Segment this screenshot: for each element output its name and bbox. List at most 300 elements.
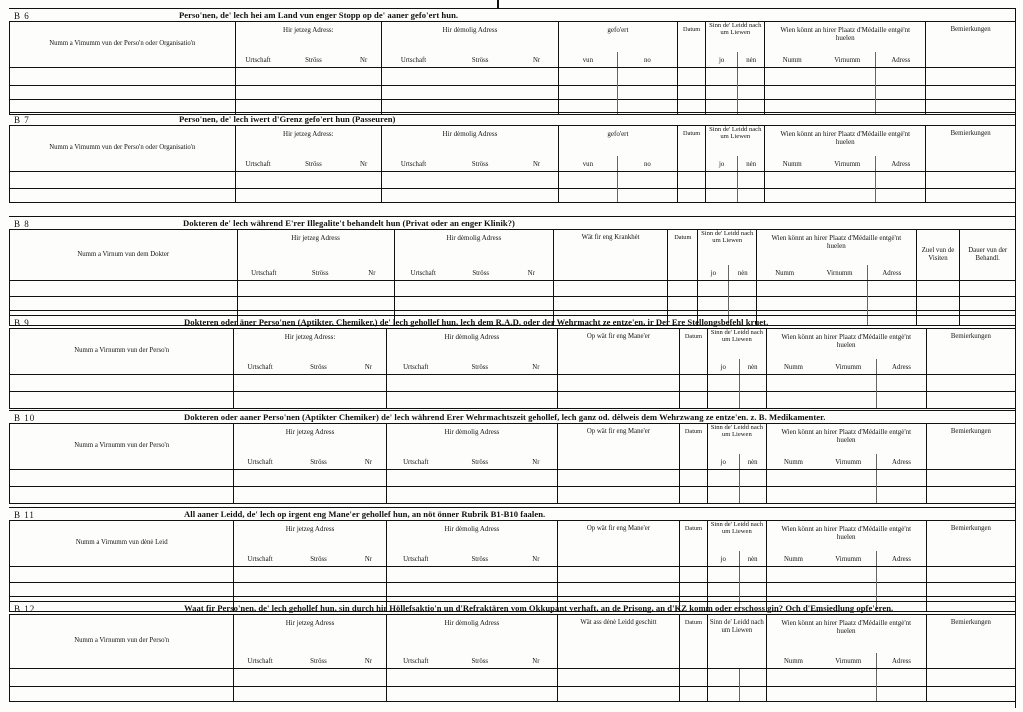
current-street-input[interactable] [286,567,351,583]
former-street-label: Ströss [445,551,515,567]
medal-firstname-input[interactable] [820,687,876,702]
medal-firstname-input[interactable] [820,375,876,392]
section-b6-table [9,21,1016,115]
former-street-label: Ströss [452,265,510,281]
current-street-label: Ströss [281,156,347,172]
former-town-input[interactable] [386,470,445,487]
date-input[interactable] [679,583,707,597]
name-input-cell[interactable] [10,68,236,86]
former-number-input[interactable] [515,86,558,100]
medal-firstname-input[interactable] [819,172,876,189]
detail-input[interactable] [558,392,680,409]
date-column-header: Datum [679,329,707,375]
current-street-input[interactable] [286,392,351,409]
remarks-input[interactable] [926,86,1016,100]
medal-address-input[interactable] [876,172,926,189]
current-street-input[interactable] [286,487,351,504]
current-street-input[interactable] [286,687,351,702]
to-input[interactable] [617,68,677,86]
former-street-input[interactable] [445,583,515,597]
medal-recipient-header: Wien könnt an hirer Plaatz d'Médaille entgė'nt huelen [766,329,926,359]
no-label: nėn [738,52,765,68]
alive-yes-input[interactable] [708,583,740,597]
former-street-input[interactable] [452,297,510,311]
to-input[interactable] [617,189,677,203]
name-input-cell[interactable] [10,392,234,409]
medal-firstname-input[interactable] [812,281,867,297]
medal-firstname-input[interactable] [820,669,876,687]
former-street-input[interactable] [445,470,515,487]
medal-address-input[interactable] [877,375,927,392]
detail-input[interactable] [558,375,680,392]
former-town-input[interactable] [386,687,445,702]
detail-input[interactable] [558,487,680,504]
from-input[interactable] [558,189,617,203]
current-town-label: Urtschaft [237,265,290,281]
medal-name-input[interactable] [765,68,819,86]
section-title: Perso'nen, de' lech iwert d'Grenz gefo'ert hun (Passeuren) [179,114,396,124]
detail-column-header: Wät fir eng Krankhėt [553,230,667,281]
current-number-input[interactable] [351,567,386,583]
date-input[interactable] [679,392,707,409]
alive-yes-input[interactable] [708,470,740,487]
alive-no-input[interactable] [739,487,766,504]
remarks-column-header: Bemierkungen [926,424,1015,470]
name-input-cell[interactable] [10,189,236,203]
medal-address-label: Adress [877,454,927,470]
medal-firstname-input[interactable] [820,470,876,487]
remarks-input[interactable] [926,487,1015,504]
current-street-input[interactable] [286,375,351,392]
name-input-cell[interactable] [10,567,234,583]
former-street-input[interactable] [445,375,515,392]
former-address-header: Hir dėmolig Adress [386,521,557,551]
medal-firstname-input[interactable] [819,68,876,86]
former-number-label: Nr [515,156,558,172]
former-town-input[interactable] [386,392,445,409]
current-number-label: Nr [351,551,386,567]
former-town-label: Urtschaft [386,359,445,375]
name-column-header: Numm a Vimumm vun der Perso'n oder Organisatio'n [10,126,236,172]
medal-name-input[interactable] [766,375,820,392]
current-number-input[interactable] [351,687,386,702]
alive-yes-input[interactable] [706,68,738,86]
former-number-input[interactable] [515,189,558,203]
current-number-input[interactable] [346,172,381,189]
medal-address-input[interactable] [876,189,926,203]
former-number-input[interactable] [510,297,554,311]
former-street-input[interactable] [445,189,515,203]
entry-row [10,375,1016,392]
current-street-input[interactable] [290,297,350,311]
alive-no-input[interactable] [729,281,757,297]
current-street-input[interactable] [286,583,351,597]
medal-name-input[interactable] [766,669,820,687]
from-label: vun [558,52,617,68]
medal-address-input[interactable] [868,297,917,311]
alive-yes-input[interactable] [708,375,740,392]
name-input-cell[interactable] [10,669,234,687]
current-street-input[interactable] [281,172,347,189]
current-number-input[interactable] [351,392,386,409]
medal-name-label: Numm [766,454,820,470]
date-column-header: Datum [679,521,707,567]
current-town-input[interactable] [234,669,286,687]
medal-name-label: Numm [765,52,819,68]
date-input[interactable] [677,86,705,100]
date-input[interactable] [679,470,707,487]
former-town-label: Urtschaft [386,551,445,567]
alive-column-header: Sinn de' Leidd nach um Liewen [708,521,767,551]
medal-address-input[interactable] [877,392,927,409]
name-input-cell[interactable] [10,86,236,100]
current-street-input[interactable] [281,189,347,203]
current-number-label: Nr [351,359,386,375]
alive-yes-input[interactable] [708,487,740,504]
no-label: nėn [739,551,766,567]
remarks-input[interactable] [926,172,1016,189]
current-address-header: Hir jetzeg Adress: [235,126,381,156]
alive-yes-input[interactable] [708,687,740,702]
alive-column-header: Sinn de' Leidd nach um Liewen [708,615,767,669]
former-town-input[interactable] [381,68,445,86]
section-b11-header [9,507,1016,521]
former-town-input[interactable] [394,281,452,297]
name-input-cell[interactable] [10,583,234,597]
date-input[interactable] [677,68,705,86]
date-input[interactable] [679,487,707,504]
former-number-input[interactable] [510,281,554,297]
current-town-input[interactable] [235,86,280,100]
alive-column-header: Sinn de' Leidd nach um Liewen [708,329,767,359]
name-input-cell[interactable] [10,297,238,311]
alive-no-input[interactable] [738,172,765,189]
alive-no-input[interactable] [738,68,765,86]
current-town-input[interactable] [235,172,280,189]
from-input[interactable] [558,68,617,86]
former-number-label: Nr [510,265,554,281]
remarks-input[interactable] [926,68,1016,86]
remarks-input[interactable] [926,470,1015,487]
current-town-input[interactable] [234,567,286,583]
medal-firstname-input[interactable] [812,297,867,311]
medal-address-input[interactable] [877,487,927,504]
medal-address-input[interactable] [876,86,926,100]
current-town-input[interactable] [234,487,286,504]
name-input-cell[interactable] [10,470,234,487]
current-town-input[interactable] [234,392,286,409]
duration-column-header: Dauer vun der Behandl. [960,230,1016,281]
section-b11-table [9,520,1016,612]
alive-yes-input[interactable] [708,669,740,687]
duration-input[interactable] [960,281,1016,297]
section-title: Dokteren oder aaner Perso'nen (Aptikter Chemiker) de' lech während Erer Wehrmachtszeit gehollef, lech ganz od. dėlweis dem Wehrzwang ze entze'en. z. B. Medikamenter. [184,412,826,422]
current-town-input[interactable] [235,189,280,203]
duration-input[interactable] [960,297,1016,311]
former-street-input[interactable] [445,172,515,189]
former-number-input[interactable] [515,583,558,597]
former-number-input[interactable] [515,669,558,687]
name-column-header: Numm a Virnumm vun der Perso'n [10,424,234,470]
current-town-label: Urtschaft [235,156,280,172]
medal-name-input[interactable] [765,172,819,189]
to-input[interactable] [617,86,677,100]
current-number-input[interactable] [346,68,381,86]
date-input[interactable] [679,567,707,583]
remarks-input[interactable] [926,687,1015,702]
former-number-input[interactable] [515,375,558,392]
former-number-input[interactable] [515,172,558,189]
former-town-input[interactable] [394,297,452,311]
remarks-input[interactable] [926,189,1016,203]
alive-no-input[interactable] [739,392,766,409]
medal-name-label: Numm [757,265,812,281]
visits-column-header: Zuel vun de Visiten [916,230,960,281]
entry-row [10,189,1016,203]
section-id: B 12 [14,604,36,614]
former-town-label: Urtschaft [394,265,452,281]
alive-no-input[interactable] [738,189,765,203]
to-input[interactable] [617,172,677,189]
alive-no-input[interactable] [739,583,766,597]
detail-input[interactable] [558,687,680,702]
medal-name-input[interactable] [766,487,820,504]
former-town-input[interactable] [386,567,445,583]
former-street-input[interactable] [445,392,515,409]
current-town-input[interactable] [234,470,286,487]
former-town-input[interactable] [381,86,445,100]
alive-no-input[interactable] [729,297,757,311]
current-town-input[interactable] [234,583,286,597]
visits-input[interactable] [916,297,960,311]
medal-name-input[interactable] [766,392,820,409]
medal-firstname-input[interactable] [820,487,876,504]
yes-label: jo [708,359,740,375]
medal-address-input[interactable] [877,583,927,597]
medal-name-input[interactable] [765,86,819,100]
current-number-input[interactable] [351,583,386,597]
former-number-input[interactable] [515,470,558,487]
from-label: vun [558,156,617,172]
medal-address-input[interactable] [876,68,926,86]
current-number-input[interactable] [346,86,381,100]
section-b12-header [9,601,1016,615]
section-b8-table [9,229,1016,326]
alive-no-input[interactable] [739,687,766,702]
alive-yes-input[interactable] [698,297,729,311]
section-b8-header [9,216,1016,230]
former-street-input[interactable] [445,567,515,583]
medal-name-input[interactable] [765,189,819,203]
former-town-input[interactable] [386,487,445,504]
current-number-input[interactable] [351,669,386,687]
current-address-header: Hir jetzeg Adress: [234,329,386,359]
current-town-input[interactable] [237,297,290,311]
current-street-label: Ströss [286,454,351,470]
name-input-cell[interactable] [10,281,238,297]
name-input-cell[interactable] [10,375,234,392]
current-town-input[interactable] [237,281,290,297]
current-number-input[interactable] [351,487,386,504]
former-street-input[interactable] [445,669,515,687]
detail-input[interactable] [558,470,680,487]
former-address-header: Hir dėmolig Adress [386,329,557,359]
name-input-cell[interactable] [10,487,234,504]
section-id: B 7 [14,115,30,125]
detail-input[interactable] [558,583,680,597]
former-street-input[interactable] [445,68,515,86]
yes-label: jo [706,52,738,68]
no-label: nėn [738,156,765,172]
current-address-header: Hir jetzeg Adress [234,521,386,551]
former-town-input[interactable] [386,583,445,597]
alive-yes-input[interactable] [706,86,738,100]
medal-address-input[interactable] [877,687,927,702]
date-input[interactable] [677,172,705,189]
alive-yes-input[interactable] [698,281,729,297]
alive-column-header: Sinn de' Leidd nach um Liewen [706,22,765,52]
current-street-input[interactable] [281,86,347,100]
section-id: B 10 [14,413,36,423]
remarks-input[interactable] [926,669,1015,687]
medal-address-input[interactable] [877,567,927,583]
date-input[interactable] [679,669,707,687]
former-number-input[interactable] [515,567,558,583]
alive-no-input[interactable] [739,669,766,687]
medal-name-input[interactable] [766,567,820,583]
current-town-input[interactable] [234,687,286,702]
former-town-input[interactable] [381,172,445,189]
section-id: B 6 [14,11,30,21]
alive-yes-input[interactable] [706,172,738,189]
medal-firstname-input[interactable] [820,583,876,597]
current-number-label: Nr [346,52,381,68]
current-address-header: Hir jetzeg Adress [234,424,386,454]
current-number-input[interactable] [351,375,386,392]
section-id: B 9 [14,318,30,328]
alive-no-input[interactable] [738,86,765,100]
former-street-label: Ströss [445,52,515,68]
medal-address-input[interactable] [877,669,927,687]
alive-no-input[interactable] [739,375,766,392]
date-input[interactable] [677,189,705,203]
detail-column-header: Wät ass dėnė Leidd geschitt [558,615,680,669]
medal-name-input[interactable] [757,297,812,311]
alive-yes-input[interactable] [708,392,740,409]
name-input-cell[interactable] [10,172,236,189]
name-input-cell[interactable] [10,687,234,702]
alive-yes-input[interactable] [708,567,740,583]
remarks-column-header: Bemierkungen [926,126,1016,172]
former-town-input[interactable] [386,375,445,392]
current-town-input[interactable] [234,375,286,392]
current-street-label: Ströss [281,52,347,68]
former-number-input[interactable] [515,687,558,702]
medal-firstname-input[interactable] [820,567,876,583]
current-number-input[interactable] [350,281,394,297]
former-street-input[interactable] [452,281,510,297]
remarks-input[interactable] [926,392,1015,409]
former-street-input[interactable] [445,86,515,100]
former-address-header: Hir dėmolig Adress [381,22,558,52]
former-number-input[interactable] [515,68,558,86]
date-input[interactable] [679,375,707,392]
detail-input[interactable] [553,281,667,297]
from-input[interactable] [558,172,617,189]
current-number-input[interactable] [351,470,386,487]
medal-name-label: Numm [766,551,820,567]
medal-address-label: Adress [876,52,926,68]
former-town-input[interactable] [381,189,445,203]
current-street-input[interactable] [286,470,351,487]
section-title: Perso'nen, de' lech hei am Land vun enger Stopp op de' aaner gefo'ert hun. [179,10,459,20]
former-street-input[interactable] [445,487,515,504]
detail-input[interactable] [553,297,667,311]
medal-firstname-input[interactable] [819,189,876,203]
detail-input[interactable] [558,567,680,583]
former-number-input[interactable] [515,392,558,409]
medal-recipient-header: Wien könnt an hirer Plaatz d'Médaille entgė'nt huelen [765,22,926,52]
remarks-input[interactable] [926,375,1015,392]
section-title: Dokteren de' lech während E'rer Illegalite't behandelt hun (Privat oder an enger Klinik?) [183,218,515,228]
date-column-header: Datum [668,230,698,281]
medal-firstname-input[interactable] [820,392,876,409]
current-number-input[interactable] [346,189,381,203]
former-town-input[interactable] [386,669,445,687]
former-number-label: Nr [515,454,558,470]
date-input[interactable] [679,687,707,702]
detail-column-header: Op wät fir eng Mane'er [558,424,680,470]
visits-input[interactable] [916,281,960,297]
current-town-input[interactable] [235,68,280,86]
name-column-header: Numm a Virnumm vun dėnė Leid [10,521,234,567]
from-input[interactable] [558,86,617,100]
alive-no-input[interactable] [739,567,766,583]
alive-yes-input[interactable] [706,189,738,203]
medal-firstname-label: Virnumm [820,359,876,375]
remarks-input[interactable] [926,583,1015,597]
current-street-input[interactable] [286,669,351,687]
entry-row [10,687,1016,702]
date-input[interactable] [668,281,698,297]
medal-address-input[interactable] [877,470,927,487]
remarks-column-header: Bemierkungen [926,521,1015,567]
current-town-label: Urtschaft [234,454,286,470]
date-column-header: Datum [679,424,707,470]
entry-row [10,281,1016,297]
medal-address-input[interactable] [868,281,917,297]
medal-name-input[interactable] [757,281,812,297]
current-number-input[interactable] [350,297,394,311]
to-label: no [617,52,677,68]
current-street-input[interactable] [281,68,347,86]
remarks-input[interactable] [926,567,1015,583]
medal-name-input[interactable] [766,687,820,702]
section-b9-header [9,315,1016,329]
medal-firstname-input[interactable] [819,86,876,100]
section-title: Waat fir Perso'nen, de' lech gehollef hun, sin durch hir Höllefsaktio'n un d'Refraktären vom Okkupant verhaft, an de Prisong, an d'KZ komm oder erschoss gin? Och d'Emsiedlung opfe'eren. [184,603,894,613]
former-street-input[interactable] [445,687,515,702]
medal-name-input[interactable] [766,583,820,597]
entry-row [10,487,1016,504]
medal-name-input[interactable] [766,470,820,487]
alive-no-input[interactable] [739,470,766,487]
current-number-label: Nr [346,156,381,172]
date-input[interactable] [668,297,698,311]
detail-input[interactable] [558,669,680,687]
former-number-input[interactable] [515,487,558,504]
current-street-input[interactable] [290,281,350,297]
